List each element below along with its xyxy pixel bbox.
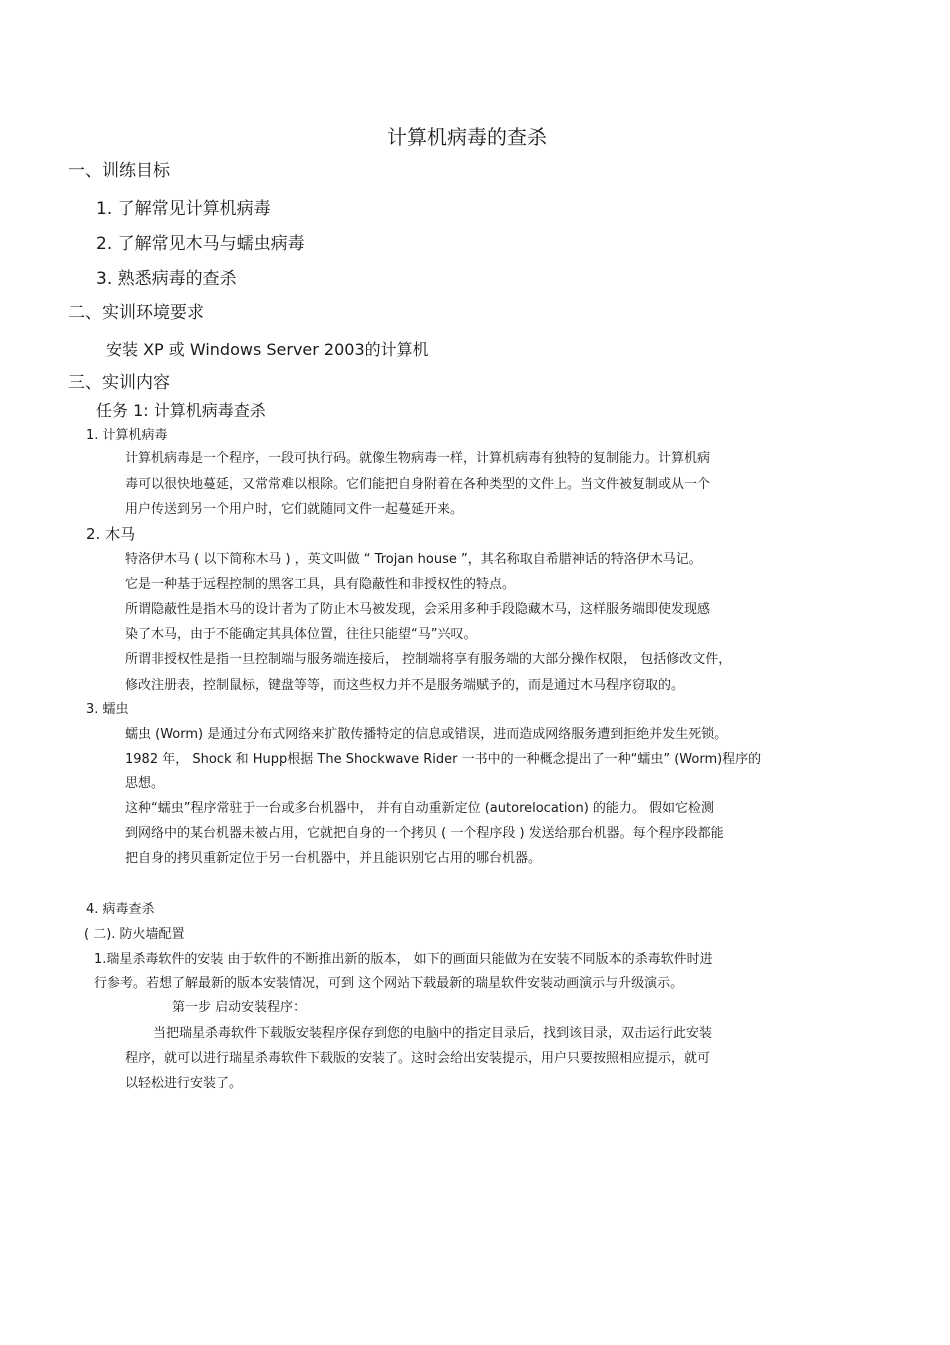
paragraph-line: 特洛伊木马 ( 以下简称木马 ) ，英文叫做 “ Trojan house ”，其名称取自希腊神话的特洛伊木马记。	[125, 552, 702, 567]
paragraph-line: 1.瑞星杀毒软件的安装 由于软件的不断推出新的版本， 如下的画面只能做为在安装不同版本的杀毒软件时进	[94, 952, 713, 967]
section-heading-environment: 二、实训环境要求	[68, 303, 204, 323]
item-heading-virus: 1. 计算机病毒	[86, 428, 168, 443]
paragraph-line: 用户传送到另一个用户时，它们就随同文件一起蔓延开来。	[125, 502, 464, 517]
paragraph-line: 所谓隐蔽性是指木马的设计者为了防止木马被发现，会采用多种手段隐藏木马，这样服务端即使发现感	[125, 602, 711, 617]
paragraph-line: 蠕虫 (Worm) 是通过分布式网络来扩散传播特定的信息或错误，进而造成网络服务遭到拒绝并发生死锁。	[125, 727, 728, 742]
section-heading-goals: 一、训练目标	[68, 161, 170, 181]
paragraph-line: 它是一种基于远程控制的黑客工具，具有隐蔽性和非授权性的特点。	[125, 577, 516, 592]
goal-item: 1. 了解常见计算机病毒	[96, 199, 271, 219]
paragraph-line: 程序，就可以进行瑞星杀毒软件下载版的安装了。这时会给出安装提示，用户只要按照相应提示，就可	[125, 1051, 711, 1066]
paragraph-line: 计算机病毒是一个程序，一段可执行码。就像生物病毒一样，计算机病毒有独特的复制能力。计算机病	[125, 451, 711, 466]
page-title: 计算机病毒的查杀	[387, 125, 547, 149]
task-heading: 任务 1: 计算机病毒查杀	[96, 401, 266, 420]
item-heading-antivirus: 4. 病毒查杀	[86, 902, 155, 917]
paragraph-line: 以轻松进行安装了。	[125, 1076, 243, 1091]
paragraph-line: 修改注册表，控制鼠标，键盘等等，而这些权力并不是服务端赋予的，而是通过木马程序窃取的。	[125, 678, 685, 693]
step-heading: 第一步 启动安装程序：	[172, 1000, 307, 1015]
section-heading-firewall: ( 二). 防火墙配置	[84, 927, 185, 942]
paragraph-line: 毒可以很快地蔓延，又常常难以根除。它们能把自身附着在各种类型的文件上。当文件被复制或从一个	[125, 477, 711, 492]
paragraph-line: 把自身的拷贝重新定位于另一台机器中，并且能识别它占用的哪台机器。	[125, 851, 542, 866]
paragraph-line: 这种“蠕虫”程序常驻于一台或多台机器中， 并有自动重新定位 (autorelocation) 的能力。 假如它检测	[125, 801, 715, 816]
item-heading-trojan: 2. 木马	[86, 525, 136, 543]
paragraph-line: 到网络中的某台机器未被占用，它就把自身的一个拷贝 ( 一个程序段 ) 发送给那台机器。每个程序段都能	[125, 826, 724, 841]
paragraph-line: 1982 年， Shock 和 Hupp根据 The Shockwave Rider 一书中的一种概念提出了一种“蠕虫” (Worm)程序的	[125, 752, 762, 767]
environment-text: 安装 XP 或 Windows Server 2003的计算机	[106, 340, 429, 359]
item-heading-worm: 3. 蠕虫	[86, 702, 129, 717]
paragraph-line: 行参考。若想了解最新的版本安装情况，可到 这个网站下载最新的瑞星软件安装动画演示与升级演示。	[94, 976, 684, 991]
section-heading-content: 三、实训内容	[68, 373, 170, 393]
paragraph-line: 所谓非授权性是指一旦控制端与服务端连接后， 控制端将享有服务端的大部分操作权限， 包括修改文件，	[125, 652, 732, 667]
paragraph-line: 当把瑞星杀毒软件下载版安装程序保存到您的电脑中的指定目录后，找到该目录，双击运行此安装	[153, 1026, 713, 1041]
goal-item: 3. 熟悉病毒的查杀	[96, 269, 237, 289]
paragraph-line: 染了木马，由于不能确定其具体位置，往往只能望“马”兴叹。	[125, 627, 477, 642]
goal-item: 2. 了解常见木马与蠕虫病毒	[96, 234, 305, 254]
paragraph-line: 思想。	[125, 776, 165, 791]
